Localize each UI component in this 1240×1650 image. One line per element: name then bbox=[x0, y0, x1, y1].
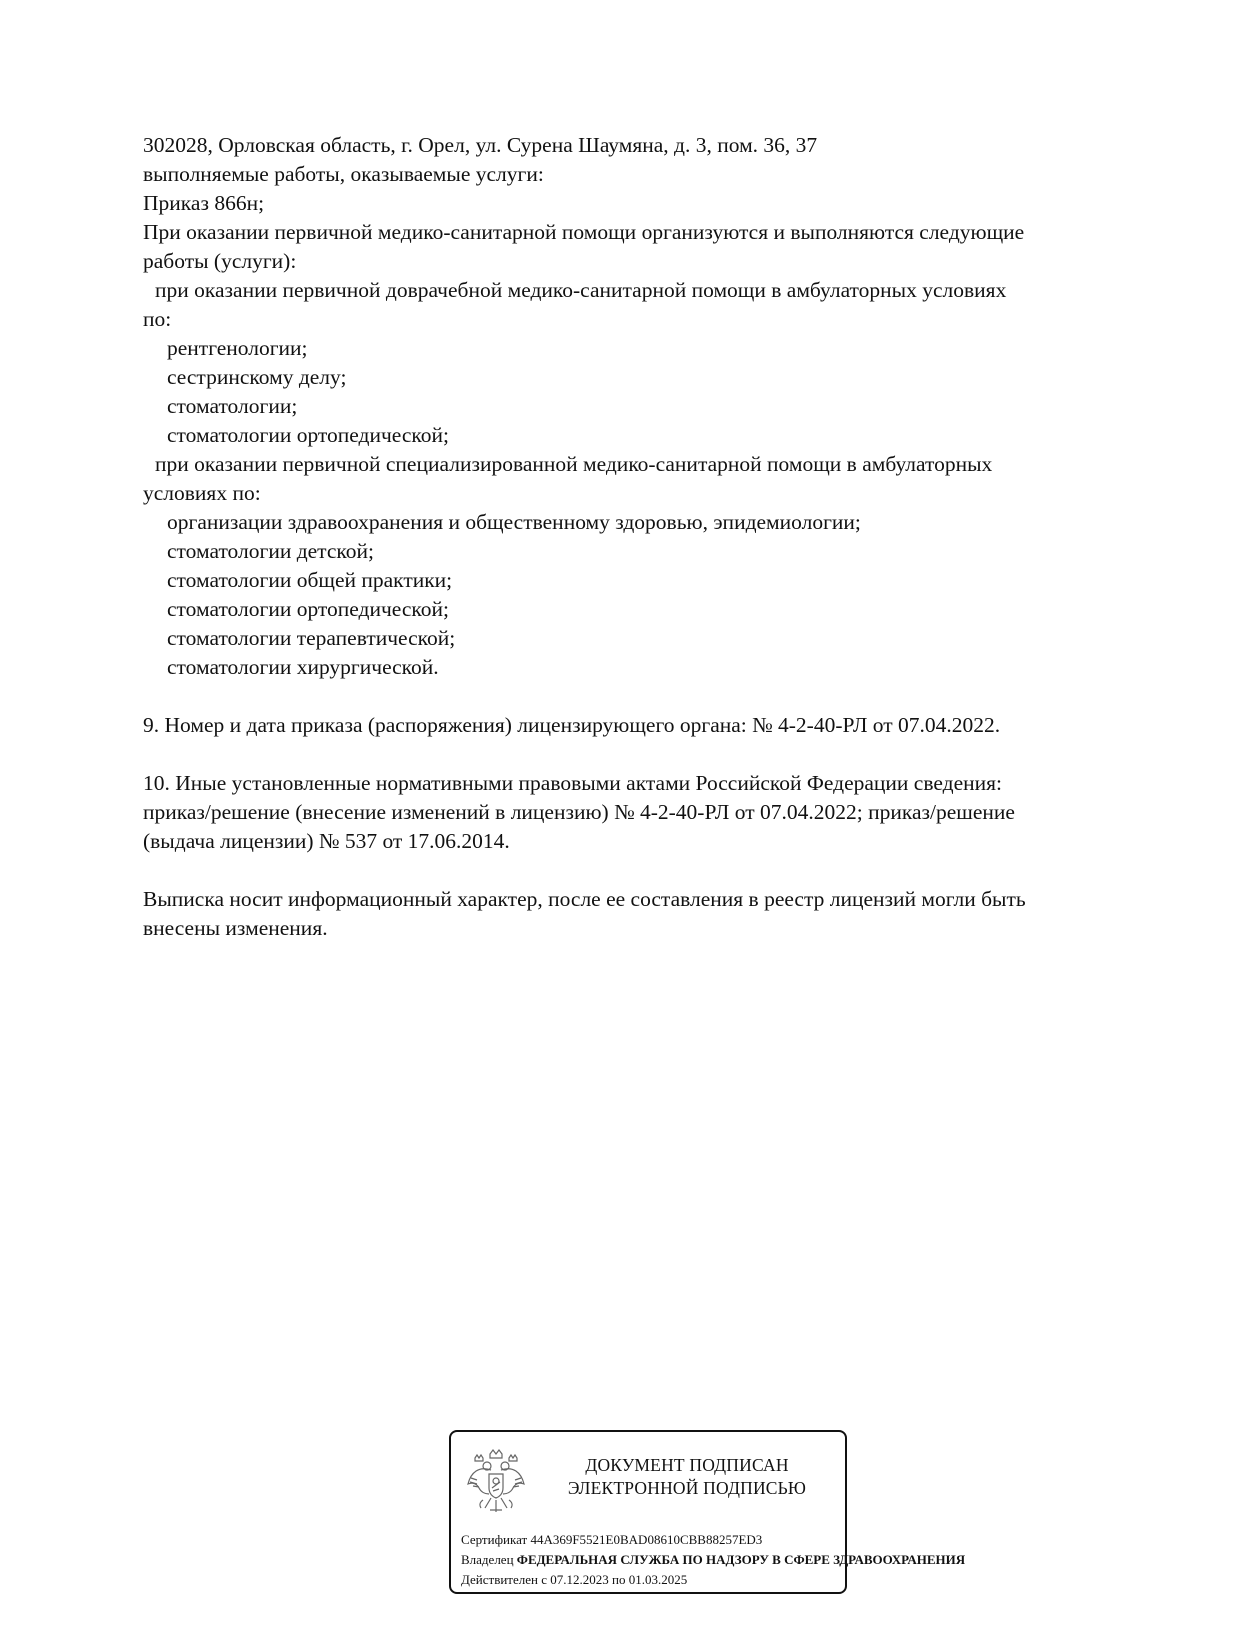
prehospital-heading: при оказании первичной доврачебной медико-санитарной помощи в амбулаторных условиях bbox=[155, 278, 1007, 302]
specialized-heading: при оказании первичной специализированной медико-санитарной помощи в амбулаторных bbox=[155, 452, 993, 476]
disclaimer-note: внесены изменения. bbox=[143, 916, 328, 940]
owner-value: ФЕДЕРАЛЬНАЯ СЛУЖБА ПО НАДЗОРУ В СФЕРЕ ЗДРАВООХРАНЕНИЯ bbox=[516, 1552, 966, 1567]
service-list-item: стоматологии ортопедической; bbox=[167, 597, 450, 621]
intro-text: работы (услуги): bbox=[143, 249, 297, 273]
order-reference: Приказ 866н; bbox=[143, 191, 265, 215]
owner-label: Владелец bbox=[461, 1552, 514, 1567]
other-info-section: приказ/решение (внесение изменений в лицензию) № 4-2-40-РЛ от 07.04.2022; приказ/решение bbox=[143, 800, 1015, 824]
certificate-value: 44A369F5521E0BAD08610CBB88257ED3 bbox=[530, 1532, 763, 1547]
stamp-details bbox=[461, 1530, 966, 1590]
prehospital-heading: по: bbox=[143, 307, 172, 331]
stamp-title-line: ЭЛЕКТРОННОЙ ПОДПИСЬЮ bbox=[567, 1478, 807, 1498]
service-list-item: рентгенологии; bbox=[167, 336, 308, 360]
paragraph-gap bbox=[143, 682, 1153, 711]
validity-row bbox=[461, 1570, 881, 1590]
order-number-section: 9. Номер и дата приказа (распоряжения) лицензирующего органа: № 4-2-40-РЛ от 07.04.2022. bbox=[143, 713, 1001, 737]
coat-of-arms-icon bbox=[465, 1448, 527, 1518]
other-info-section: 10. Иные установленные нормативными правовыми актами Российской Федерации сведения: bbox=[143, 771, 1002, 795]
service-list-item: стоматологии ортопедической; bbox=[167, 423, 450, 447]
service-list-item: стоматологии; bbox=[167, 394, 298, 418]
stamp-title-line: ДОКУМЕНТ ПОДПИСАН bbox=[585, 1455, 789, 1475]
license-extract-body bbox=[143, 131, 1153, 943]
stamp-title bbox=[537, 1454, 837, 1500]
service-list-item: стоматологии терапевтической; bbox=[167, 626, 456, 650]
address-line: 302028, Орловская область, г. Орел, ул. Сурена Шаумяна, д. 3, пом. 36, 37 bbox=[143, 133, 818, 157]
certificate-label: Сертификат bbox=[461, 1532, 528, 1547]
disclaimer-note: Выписка носит информационный характер, после ее составления в реестр лицензий могли быть bbox=[143, 887, 1026, 911]
electronic-signature-stamp bbox=[449, 1430, 966, 1594]
service-list-item: сестринскому делу; bbox=[167, 365, 347, 389]
works-label: выполняемые работы, оказываемые услуги: bbox=[143, 162, 544, 186]
service-list-item: стоматологии общей практики; bbox=[167, 568, 453, 592]
other-info-section: (выдача лицензии) № 537 от 17.06.2014. bbox=[143, 829, 510, 853]
validity-label: Действителен bbox=[461, 1572, 538, 1587]
validity-value: с 07.12.2023 по 01.03.2025 bbox=[541, 1572, 688, 1587]
certificate-row bbox=[461, 1530, 881, 1550]
service-list-item: стоматологии детской; bbox=[167, 539, 374, 563]
service-list-item: стоматологии хирургической. bbox=[167, 655, 439, 679]
service-list-item: организации здравоохранения и общественному здоровью, эпидемиологии; bbox=[167, 510, 861, 534]
specialized-heading: условиях по: bbox=[143, 481, 261, 505]
owner-row bbox=[461, 1550, 966, 1570]
paragraph-gap bbox=[143, 740, 1153, 769]
paragraph-gap bbox=[143, 856, 1153, 885]
intro-text: При оказании первичной медико-санитарной помощи организуются и выполняются следующие bbox=[143, 220, 1025, 244]
